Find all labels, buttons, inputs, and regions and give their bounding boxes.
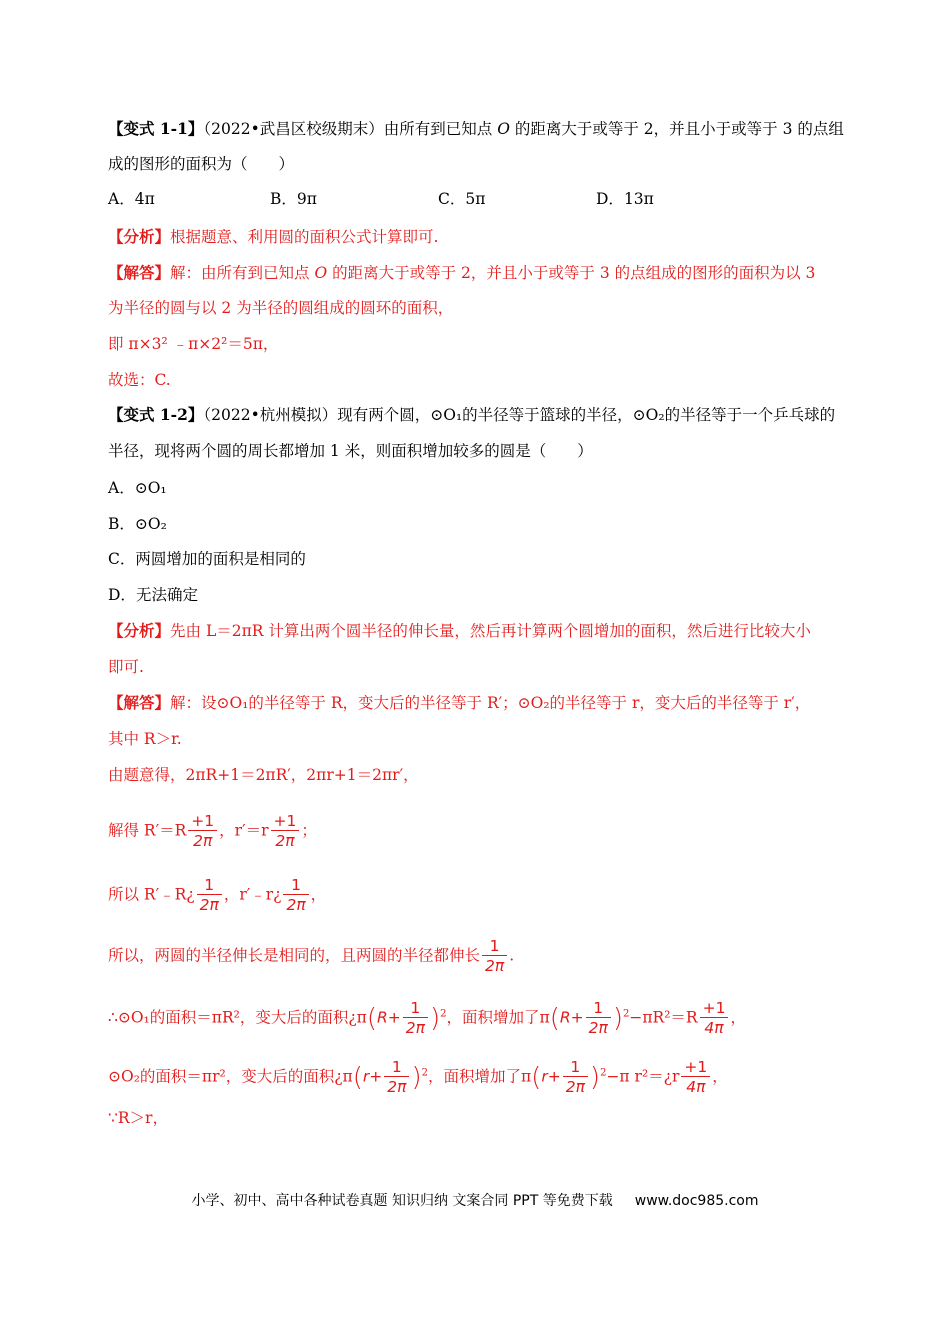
q1-line2: 成的图形的面积为（ ） [108,155,295,173]
q1-source: （2022•武昌区校级期末） [203,120,384,138]
q2-step7: ∵R＞r， [108,1109,168,1127]
q1-text-b: 的距离大于或等于 2，并且小于或等于 3 的点组 [514,120,844,138]
q2-option-d: D．无法确定 [108,586,198,604]
q2-option-a: A．⊙O₁ [108,479,167,497]
q1-option-d: D．13π [596,190,654,208]
q2-option-c: C．两圆增加的面积是相同的 [108,550,306,568]
q2-option-b: B．⊙O₂ [108,515,167,533]
q2-step1: 由题意得，2πR+1＝2πR′，2πr+1＝2πr′， [108,766,419,784]
q2-step4: 所以，两圆的半径伸长是相同的，且两圆的半径都伸长 $\frac{1}{2\pi}$ . [108,937,515,975]
q2-answer-line1: 【解答】解：设⊙O₁的半径等于 R，变大后的半径等于 R′；⊙O₂的半径等于 r，变大后的半径等于 r′， [108,693,811,712]
q2-step5: ∴⊙O₁的面积＝πR²，变大后的面积¿π(R+ $\frac{1}{2\pi}$ )$^2$，面积增加了π(R+ $\frac{1}{2\pi}$ )$^2$−πR²＝R $\frac{+1}{4\pi}$ ， [108,999,746,1037]
q2-line2: 半径，现将两个圆的周长都增加 1 米，则面积增加较多的圆是（ ） [108,442,593,460]
q2-analysis: 【分析】先由 L＝2πR 计算出两个圆半径的伸长量，然后再计算两个圆增加的面积，然后进行比较大小 [108,621,811,640]
q2-step6: ⊙O₂的面积＝πr²，变大后的面积¿π(r+ $\frac{1}{2\pi}$ )$^2$，面积增加了π(r+ $\frac{1}{2\pi}$ )$^2$−π r²＝¿r $\frac{+1}{4\pi}$ ， [108,1058,728,1096]
q2-step3: 所以 R′﹣R¿ $\frac{1}{2\pi}$ ，r′﹣r¿ $\frac{1}{2\pi}$ ， [108,876,327,914]
q2-step2: 解得 R′＝R $\frac{+1}{2\pi}$ ，r′＝r $\frac{+1}{2\pi}$ ； [108,812,317,850]
q1-line1 [108,118,844,140]
q1-text-a: 由所有到已知点 [383,120,493,138]
q2-line1: 【变式 1-2】（2022•杭州模拟）现有两个圆，⊙O₁的半径等于篮球的半径，⊙O₂的半径等于一个乒乓球的 [108,405,836,424]
q1-point-o: O [497,120,510,138]
q1-option-c: C．5π [438,190,486,208]
q1-answer-line1: 【解答】解：由所有到已知点 O 的距离大于或等于 2，并且小于或等于 3 的点组成的图形的面积为以 3 [108,263,816,282]
q2-answer-line2: 其中 R＞r. [108,730,182,748]
q2-analysis-line2: 即可. [108,658,144,676]
q1-option-b: B．9π [270,190,317,208]
page-footer [0,1190,950,1210]
footer-url[interactable]: www.doc985.com [634,1193,759,1209]
q1-analysis: 【分析】根据题意、利用圆的面积公式计算即可. [108,227,439,246]
q1-calc: 即 π×3² ﹣π×2²＝5π， [108,335,279,353]
q1-answer-line2: 为半径的圆与以 2 为半径的圆组成的圆环的面积， [108,299,454,317]
q1-tag: 【变式 1-1】 [108,119,204,138]
footer-text: 小学、初中、高中各种试卷真题 知识归纳 文案合同 PPT 等免费下载 [191,1193,613,1209]
q1-choice: 故选：C. [108,371,171,389]
q1-option-a: A．4π [108,190,155,208]
